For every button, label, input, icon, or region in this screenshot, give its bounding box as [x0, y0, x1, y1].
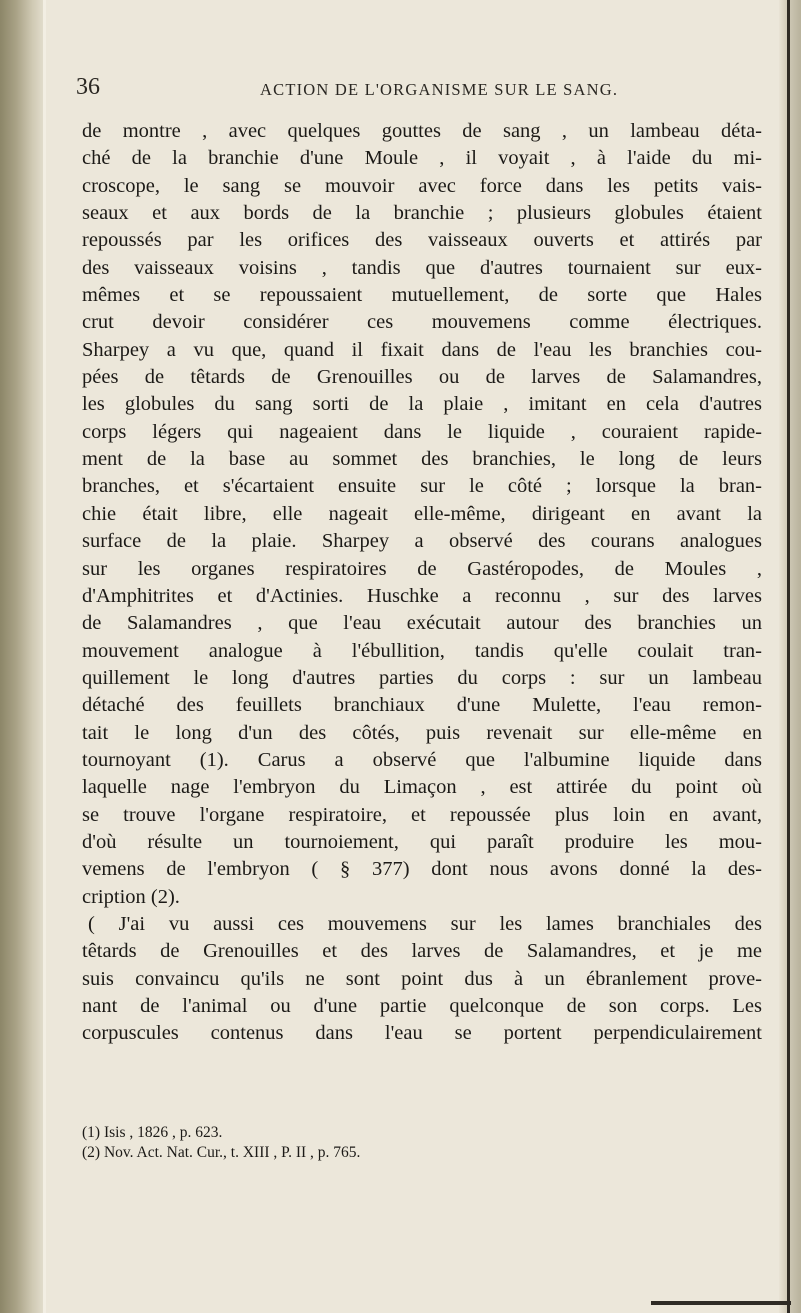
- body-line: tournoyant (1). Carus a observé que l'albumine liquide dans: [82, 748, 762, 771]
- footnote: (1) Isis , 1826 , p. 623.: [82, 1124, 223, 1141]
- body-line: mouvement analogue à l'ébullition, tandis qu'elle coulait tran-: [82, 639, 762, 662]
- body-line: croscope, le sang se mouvoir avec force dans les petits vais-: [82, 174, 762, 197]
- body-line: têtards de Grenouilles et des larves de Salamandres, et je me: [82, 940, 762, 963]
- body-line: suis convaincu qu'ils ne sont point dus à un ébranlement prove-: [82, 967, 762, 990]
- footnotes: [82, 1123, 762, 1163]
- body-line: de Salamandres , que l'eau exécutait autour des branchies un: [82, 612, 762, 635]
- body-line: tait le long d'un des côtés, puis revenait sur elle-même en: [82, 721, 762, 744]
- body-line: surface de la plaie. Sharpey a observé des courans analogues: [82, 530, 762, 553]
- body-line: crut devoir considérer ces mouvemens comme électriques.: [82, 311, 762, 334]
- body-line: laquelle nage l'embryon du Limaçon , est attirée du point où: [82, 776, 762, 799]
- body-line: quillement le long d'autres parties du corps : sur un lambeau: [82, 666, 762, 689]
- body-line: seaux et aux bords de la branchie ; plusieurs globules étaient: [82, 202, 762, 225]
- running-head: ACTION DE L'ORGANISME SUR LE SANG.: [260, 80, 619, 99]
- page-bottom-rule: [651, 1301, 791, 1305]
- body-line: d'Amphitrites et d'Actinies. Huschke a reconnu , sur des larves: [82, 584, 762, 607]
- body-line: d'où résulte un tournoiement, qui paraît produire les mou-: [82, 830, 762, 853]
- body-line: sur les organes respiratoires de Gastéropodes, de Moules ,: [82, 557, 762, 580]
- page-number: 36: [76, 74, 100, 100]
- body-line: mêmes et se repoussaient mutuellement, de sorte que Hales: [82, 284, 762, 307]
- body-text: [82, 118, 762, 1048]
- footnote: (2) Nov. Act. Nat. Cur., t. XIII , P. II , p. 765.: [82, 1144, 361, 1161]
- body-line: ment de la base au sommet des branchies, le long de leurs: [82, 448, 762, 471]
- book-page: [62, 70, 770, 1270]
- body-line: ( J'ai vu aussi ces mouvemens sur les lames branchiales des: [88, 912, 762, 935]
- body-line: branches, et s'écartaient ensuite sur le côté ; lorsque la bran-: [82, 475, 762, 498]
- page-header: [62, 70, 770, 104]
- body-line: ché de la branchie d'une Moule , il voyait , à l'aide du mi-: [82, 147, 762, 170]
- body-line: corps légers qui nageaient dans le liquide , couraient rapide-: [82, 420, 762, 443]
- body-line: nant de l'animal ou d'une partie quelconque de son corps. Les: [82, 995, 762, 1017]
- body-line: détaché des feuillets branchiaux d'une Mulette, l'eau remon-: [82, 694, 762, 717]
- body-line: corpuscules contenus dans l'eau se portent perpendiculairement: [82, 1022, 762, 1045]
- body-line: vemens de l'embryon ( § 377) dont nous avons donné la des-: [82, 858, 762, 881]
- page-binding-edge: [0, 0, 46, 1313]
- body-line: chie était libre, elle nageait elle-même, dirigeant en avant la: [82, 502, 762, 525]
- body-line: des vaisseaux voisins , tandis que d'autres tournaient sur eux-: [82, 256, 762, 279]
- body-line: Sharpey a vu que, quand il fixait dans de l'eau les branchies cou-: [82, 338, 762, 361]
- body-line: pées de têtards de Grenouilles ou de larves de Salamandres,: [82, 366, 762, 389]
- body-line: les globules du sang sorti de la plaie , imitant en cela d'autres: [82, 393, 762, 416]
- body-line: se trouve l'organe respiratoire, et repoussée plus loin en avant,: [82, 803, 762, 826]
- body-line: de montre , avec quelques gouttes de sang , un lambeau déta-: [82, 120, 762, 142]
- page-right-edge: [779, 0, 801, 1313]
- body-line: cription (2).: [82, 885, 180, 908]
- body-line: repoussés par les orifices des vaisseaux ouverts et attirés par: [82, 229, 762, 252]
